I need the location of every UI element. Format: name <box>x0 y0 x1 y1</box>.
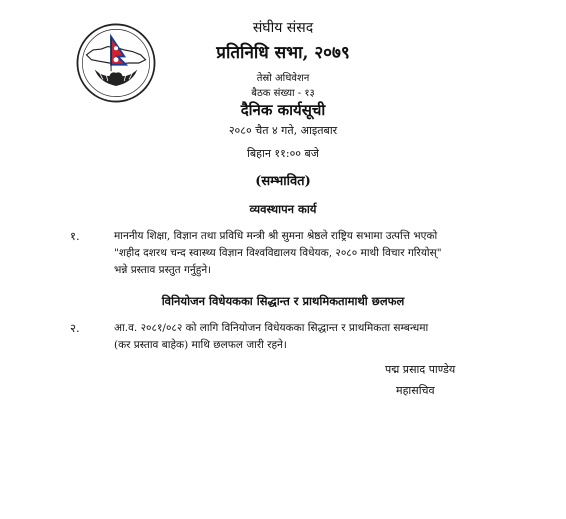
page-title: दैनिक कार्यसूची <box>240 101 326 119</box>
agenda-item-line: "शहीद दशरथ चन्द स्वास्थ्य विज्ञान विश्वविद्यालय विधेयक, २०८० माथी विचार गरियोस्" <box>114 247 442 259</box>
agenda-item-line: भन्ने प्रस्ताव प्रस्तुत गर्नुहुने। <box>114 264 212 276</box>
agenda-item-line: माननीय शिक्षा, विज्ञान तथा प्रविधि मन्त्री श्री सुमना श्रेष्ठले राष्ट्रिय सभामा उत्पत्ति भएको <box>114 230 438 242</box>
signatory-name: पद्म प्रसाद पाण्डेय <box>385 363 456 376</box>
parliament-name: संघीय संसद <box>252 20 314 36</box>
session-label: तेस्रो अधिवेशन <box>256 73 310 84</box>
house-name: प्रतिनिधि सभा, २०७९ <box>216 43 350 63</box>
agenda-item-text <box>114 320 514 354</box>
agenda-item-line: (कर प्रस्ताव बाहेक) माथि छलफल जारी रहने। <box>114 339 287 351</box>
agenda-item-number: १. <box>70 229 80 243</box>
agenda-item-line: आ.व. २०८१/०८२ को लागि विनियोजन विधेयकका सिद्धान्त र प्राथमिकता सम्बन्धमा <box>114 322 429 334</box>
agenda-item-text <box>114 228 514 279</box>
meeting-date: २०८० चैत ४ गते, आइतबार <box>228 124 338 137</box>
section-title-appropriation: विनियोजन विधेयकका सिद्धान्त र प्राथमिकतामाथी छलफल <box>161 294 405 308</box>
agenda-item-number: २. <box>70 321 80 335</box>
meeting-time: बिहान ११:०० बजे <box>247 147 319 160</box>
signatory-title: महासचिव <box>396 384 435 397</box>
section-title-legislative: व्यवस्थापन कार्य <box>249 202 317 216</box>
meeting-number: बैठक संख्या - १३ <box>251 88 315 99</box>
tentative-label: (सम्भावित) <box>255 174 311 189</box>
